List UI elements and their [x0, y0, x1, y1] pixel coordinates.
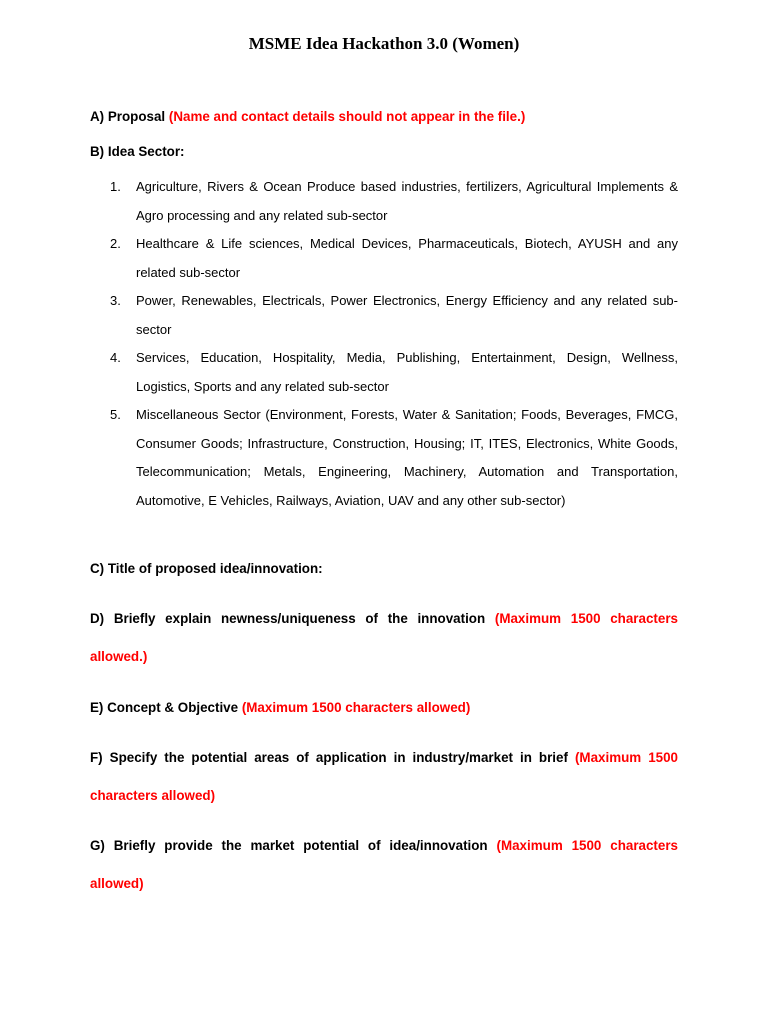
list-item-number: 4. [110, 350, 121, 365]
section-g [90, 827, 678, 903]
document-title: MSME Idea Hackathon 3.0 (Women) [248, 34, 520, 53]
list-item-text: Agriculture, Rivers & Ocean Produce based industries, fertilizers, Agricultural Implements & Agro processing and any related sub-sector [136, 179, 678, 223]
section-a [90, 107, 678, 126]
section-e [90, 698, 678, 717]
section-f-label: F) Specify the potential areas of application in industry/market in brief [90, 750, 568, 765]
section-e-note: (Maximum 1500 characters allowed) [241, 700, 471, 715]
list-item [110, 401, 678, 515]
list-item [110, 173, 678, 230]
list-item [110, 230, 678, 287]
list-item [110, 287, 678, 344]
section-f [90, 739, 678, 815]
idea-sector-list [110, 173, 678, 515]
list-item [110, 344, 678, 401]
list-item-number: 3. [110, 293, 121, 308]
list-item-number: 5. [110, 407, 121, 422]
section-a-note: (Name and contact details should not appear in the file.) [168, 109, 526, 124]
section-a-label: A) Proposal [90, 109, 166, 124]
section-b-label: B) Idea Sector: [90, 144, 185, 159]
list-item-number: 2. [110, 236, 121, 251]
section-d-label: D) Briefly explain newness/uniqueness of the innovation [90, 611, 486, 626]
list-item-text: Healthcare & Life sciences, Medical Devices, Pharmaceuticals, Biotech, AYUSH and any related sub-sector [136, 236, 678, 280]
section-d [90, 600, 678, 676]
section-g-label: G) Briefly provide the market potential of idea/innovation [90, 838, 488, 853]
section-e-label: E) Concept & Objective [90, 700, 239, 715]
list-item-text: Miscellaneous Sector (Environment, Forests, Water & Sanitation; Foods, Beverages, FMCG, Consumer Goods; Infrastructure, Construction, Housing; IT, ITES, Electronics, White Goods, Telecommunication; Metals, Engineering, Machinery, Automation and Transportation, Automotive, E Vehicles, Railways, Aviation, UAV and any other sub-sector) [136, 407, 678, 508]
section-c-label: C) Title of proposed idea/innovation: [90, 561, 323, 576]
section-f-note: (Maximum 1500 characters allowed) [90, 750, 678, 803]
list-item-number: 1. [110, 179, 121, 194]
list-item-text: Services, Education, Hospitality, Media, Publishing, Entertainment, Design, Wellness, Logistics, Sports and any related sub-sector [136, 350, 678, 394]
section-g-note: (Maximum 1500 characters allowed) [90, 838, 678, 891]
list-item-text: Power, Renewables, Electricals, Power Electronics, Energy Efficiency and any related sub-sector [136, 293, 678, 337]
section-d-note: (Maximum 1500 characters allowed.) [90, 611, 678, 664]
